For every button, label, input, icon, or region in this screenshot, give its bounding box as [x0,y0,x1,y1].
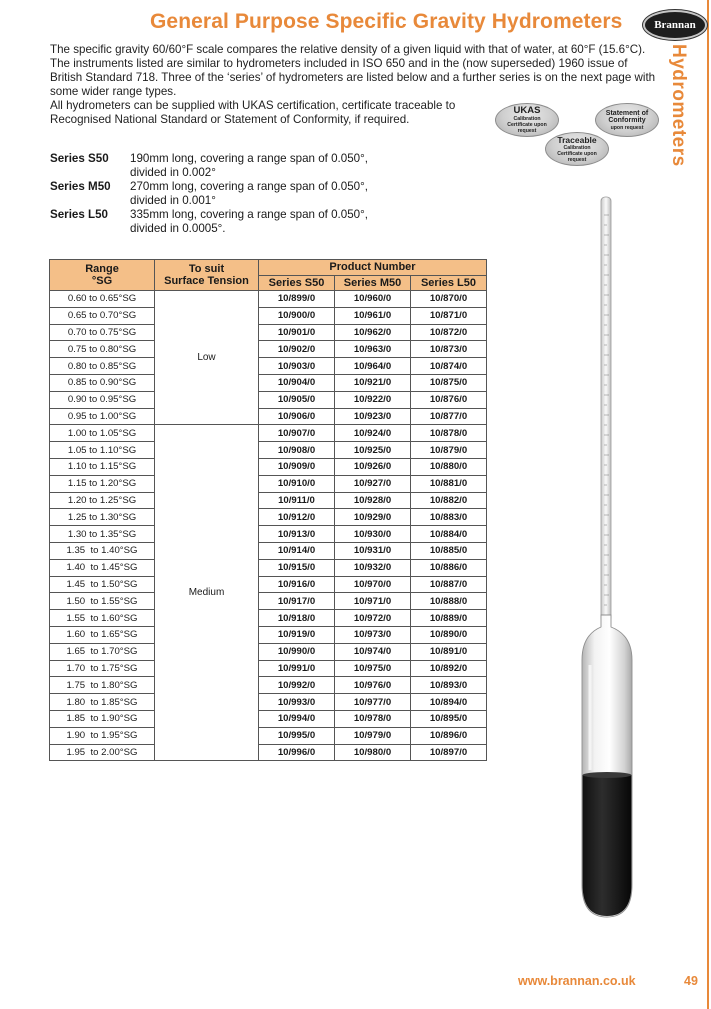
range-cell: 1.95 to 2.00°SG [50,744,155,761]
product-number-s50: 10/912/0 [259,509,335,526]
range-cell: 1.45 to 1.50°SG [50,576,155,593]
table-row [50,526,487,543]
product-number-m50: 10/928/0 [335,492,411,509]
range-cell: 1.80 to 1.85°SG [50,694,155,711]
range-cell: 0.95 to 1.00°SG [50,408,155,425]
side-rule [707,0,709,1009]
table-row [50,391,487,408]
product-number-s50: 10/915/0 [259,559,335,576]
statement-badge [595,103,659,137]
table-row [50,660,487,677]
product-number-s50: 10/919/0 [259,626,335,643]
range-cell: 1.55 to 1.60°SG [50,610,155,627]
range-cell: 1.05 to 1.10°SG [50,442,155,459]
product-number-s50: 10/917/0 [259,593,335,610]
series-name: Series L50 [50,208,109,221]
product-number-s50: 10/918/0 [259,610,335,627]
product-number-m50: 10/924/0 [335,425,411,442]
product-number-l50: 10/897/0 [411,744,487,761]
table-row [50,626,487,643]
series-name: Series S50 [50,152,109,165]
s50-header: Series S50 [259,275,335,291]
product-number-s50: 10/996/0 [259,744,335,761]
product-number-m50: 10/975/0 [335,660,411,677]
series-row [50,208,410,236]
traceable-badge [545,132,609,166]
product-number-m50: 10/926/0 [335,458,411,475]
table-row [50,727,487,744]
product-number-s50: 10/991/0 [259,660,335,677]
range-cell: 1.60 to 1.65°SG [50,626,155,643]
product-number-s50: 10/899/0 [259,291,335,308]
table-row [50,408,487,425]
product-number-m50: 10/927/0 [335,475,411,492]
product-number-l50: 10/881/0 [411,475,487,492]
footer-url[interactable]: www.brannan.co.uk [518,974,636,988]
product-number-s50: 10/909/0 [259,458,335,475]
product-number-s50: 10/906/0 [259,408,335,425]
product-number-s50: 10/902/0 [259,341,335,358]
table-row [50,643,487,660]
product-number-m50: 10/963/0 [335,341,411,358]
table-row [50,593,487,610]
product-number-s50: 10/992/0 [259,677,335,694]
product-number-m50: 10/972/0 [335,610,411,627]
product-number-header: Product Number [259,260,487,276]
tension-header-line1: To suit [188,263,225,275]
product-number-s50: 10/905/0 [259,391,335,408]
product-number-l50: 10/882/0 [411,492,487,509]
page-title: General Purpose Specific Gravity Hydrometers [150,10,623,33]
product-number-s50: 10/913/0 [259,526,335,543]
product-number-l50: 10/885/0 [411,542,487,559]
table-row [50,291,487,308]
product-number-s50: 10/907/0 [259,425,335,442]
range-cell: 1.85 to 1.90°SG [50,710,155,727]
range-cell: 1.75 to 1.80°SG [50,677,155,694]
product-number-l50: 10/886/0 [411,559,487,576]
product-number-l50: 10/877/0 [411,408,487,425]
m50-header: Series M50 [335,275,411,291]
product-number-m50: 10/921/0 [335,374,411,391]
range-cell: 1.00 to 1.05°SG [50,425,155,442]
series-desc: 335mm long, covering a range span of 0.050°, divided in 0.0005°. [130,208,368,235]
product-number-l50: 10/894/0 [411,694,487,711]
range-cell: 0.75 to 0.80°SG [50,341,155,358]
product-number-s50: 10/901/0 [259,324,335,341]
product-number-s50: 10/908/0 [259,442,335,459]
table-row [50,475,487,492]
product-number-s50: 10/911/0 [259,492,335,509]
product-number-l50: 10/896/0 [411,727,487,744]
product-number-s50: 10/904/0 [259,374,335,391]
product-number-l50: 10/879/0 [411,442,487,459]
range-cell: 1.65 to 1.70°SG [50,643,155,660]
product-number-m50: 10/979/0 [335,727,411,744]
product-number-s50: 10/900/0 [259,307,335,324]
product-number-m50: 10/930/0 [335,526,411,543]
product-number-s50: 10/990/0 [259,643,335,660]
range-cell: 1.40 to 1.45°SG [50,559,155,576]
statement-badge-title: Statement of Conformity [605,109,649,124]
product-number-l50: 10/890/0 [411,626,487,643]
series-row [50,152,410,180]
product-number-l50: 10/872/0 [411,324,487,341]
table-row [50,710,487,727]
range-header-line1: Range [85,263,119,275]
range-cell: 1.10 to 1.15°SG [50,458,155,475]
product-table-body [50,291,487,761]
product-number-m50: 10/962/0 [335,324,411,341]
table-row [50,542,487,559]
range-header [50,260,155,291]
table-row [50,458,487,475]
table-row [50,492,487,509]
product-number-s50: 10/914/0 [259,542,335,559]
ukas-badge-sub: Calibration Certificate upon request [507,116,547,134]
product-number-l50: 10/874/0 [411,358,487,375]
product-number-m50: 10/978/0 [335,710,411,727]
table-row [50,307,487,324]
range-cell: 0.70 to 0.75°SG [50,324,155,341]
range-cell: 1.50 to 1.55°SG [50,593,155,610]
product-number-m50: 10/973/0 [335,626,411,643]
product-number-l50: 10/870/0 [411,291,487,308]
product-number-m50: 10/964/0 [335,358,411,375]
product-number-m50: 10/925/0 [335,442,411,459]
series-desc: 190mm long, covering a range span of 0.050°, divided in 0.002° [130,152,368,179]
product-number-m50: 10/961/0 [335,307,411,324]
series-name: Series M50 [50,180,111,193]
series-row [50,180,410,208]
table-row [50,610,487,627]
table-row [50,694,487,711]
product-number-m50: 10/931/0 [335,542,411,559]
range-cell: 0.80 to 0.85°SG [50,358,155,375]
intro-paragraph-1: The specific gravity 60/60°F scale compares the relative density of a given liquid with that of water, at 60°F (15.6°C). The instruments listed are similar to hydrometers included in ISO 650 and in the (now superseded) 1960 issue of British Standard 718. Three of the ‘series’ of hydrometers are listed below and a further series is on the next page with some wider range types. [50,43,656,99]
product-number-m50: 10/974/0 [335,643,411,660]
table-row [50,442,487,459]
surface-tension-cell: Medium [155,425,259,761]
tension-header [155,260,259,291]
range-cell: 1.15 to 1.20°SG [50,475,155,492]
product-number-l50: 10/871/0 [411,307,487,324]
product-number-l50: 10/889/0 [411,610,487,627]
traceable-badge-title: Traceable [557,135,597,145]
product-number-l50: 10/878/0 [411,425,487,442]
product-number-l50: 10/891/0 [411,643,487,660]
product-number-m50: 10/980/0 [335,744,411,761]
ukas-badge [495,103,559,137]
brand-logo [643,10,707,40]
statement-badge-sub: upon request [610,124,644,131]
range-cell: 0.60 to 0.65°SG [50,291,155,308]
product-number-m50: 10/960/0 [335,291,411,308]
range-cell: 1.35 to 1.40°SG [50,542,155,559]
product-number-m50: 10/923/0 [335,408,411,425]
product-number-s50: 10/994/0 [259,710,335,727]
section-tab-label: Hydrometers [668,44,689,167]
product-number-m50: 10/977/0 [335,694,411,711]
surface-tension-cell: Low [155,291,259,425]
product-number-s50: 10/916/0 [259,576,335,593]
table-row [50,509,487,526]
range-cell: 1.30 to 1.35°SG [50,526,155,543]
table-row [50,559,487,576]
product-number-s50: 10/993/0 [259,694,335,711]
traceable-badge-sub: Calibration Certificate upon request [557,145,597,163]
product-number-s50: 10/910/0 [259,475,335,492]
range-cell: 1.90 to 1.95°SG [50,727,155,744]
product-number-m50: 10/971/0 [335,593,411,610]
page-number: 49 [684,974,698,988]
table-row [50,744,487,761]
tension-header-line2: Surface Tension [164,275,249,287]
l50-header: Series L50 [411,275,487,291]
range-cell: 0.85 to 0.90°SG [50,374,155,391]
range-cell: 1.25 to 1.30°SG [50,509,155,526]
product-number-l50: 10/884/0 [411,526,487,543]
section-tab [667,44,697,184]
table-row [50,677,487,694]
table-row [50,374,487,391]
product-number-m50: 10/932/0 [335,559,411,576]
product-number-m50: 10/922/0 [335,391,411,408]
series-list [50,152,410,236]
table-row [50,324,487,341]
table-row [50,576,487,593]
product-number-l50: 10/893/0 [411,677,487,694]
product-number-l50: 10/875/0 [411,374,487,391]
range-cell: 0.90 to 0.95°SG [50,391,155,408]
range-cell: 0.65 to 0.70°SG [50,307,155,324]
product-number-m50: 10/929/0 [335,509,411,526]
product-number-m50: 10/970/0 [335,576,411,593]
product-number-l50: 10/883/0 [411,509,487,526]
intro-text [50,43,662,128]
ukas-badge-title: UKAS [513,105,541,116]
product-number-l50: 10/888/0 [411,593,487,610]
range-cell: 1.70 to 1.75°SG [50,660,155,677]
range-cell: 1.20 to 1.25°SG [50,492,155,509]
product-table [49,259,487,761]
product-number-l50: 10/876/0 [411,391,487,408]
product-number-s50: 10/995/0 [259,727,335,744]
intro-paragraph-2: All hydrometers can be supplied with UKAS certification, certificate traceable to Recognised National Standard or Statement of Conformity, if required. [50,99,456,127]
product-number-l50: 10/880/0 [411,458,487,475]
product-number-m50: 10/976/0 [335,677,411,694]
product-number-l50: 10/873/0 [411,341,487,358]
product-number-l50: 10/892/0 [411,660,487,677]
product-number-l50: 10/887/0 [411,576,487,593]
logo-text: Brannan [654,19,696,31]
table-row [50,425,487,442]
product-number-s50: 10/903/0 [259,358,335,375]
series-desc: 270mm long, covering a range span of 0.050°, divided in 0.001° [130,180,368,207]
range-header-line2: °SG [91,275,113,287]
table-row [50,341,487,358]
product-number-l50: 10/895/0 [411,710,487,727]
hydrometer-image [570,195,645,925]
table-row [50,358,487,375]
